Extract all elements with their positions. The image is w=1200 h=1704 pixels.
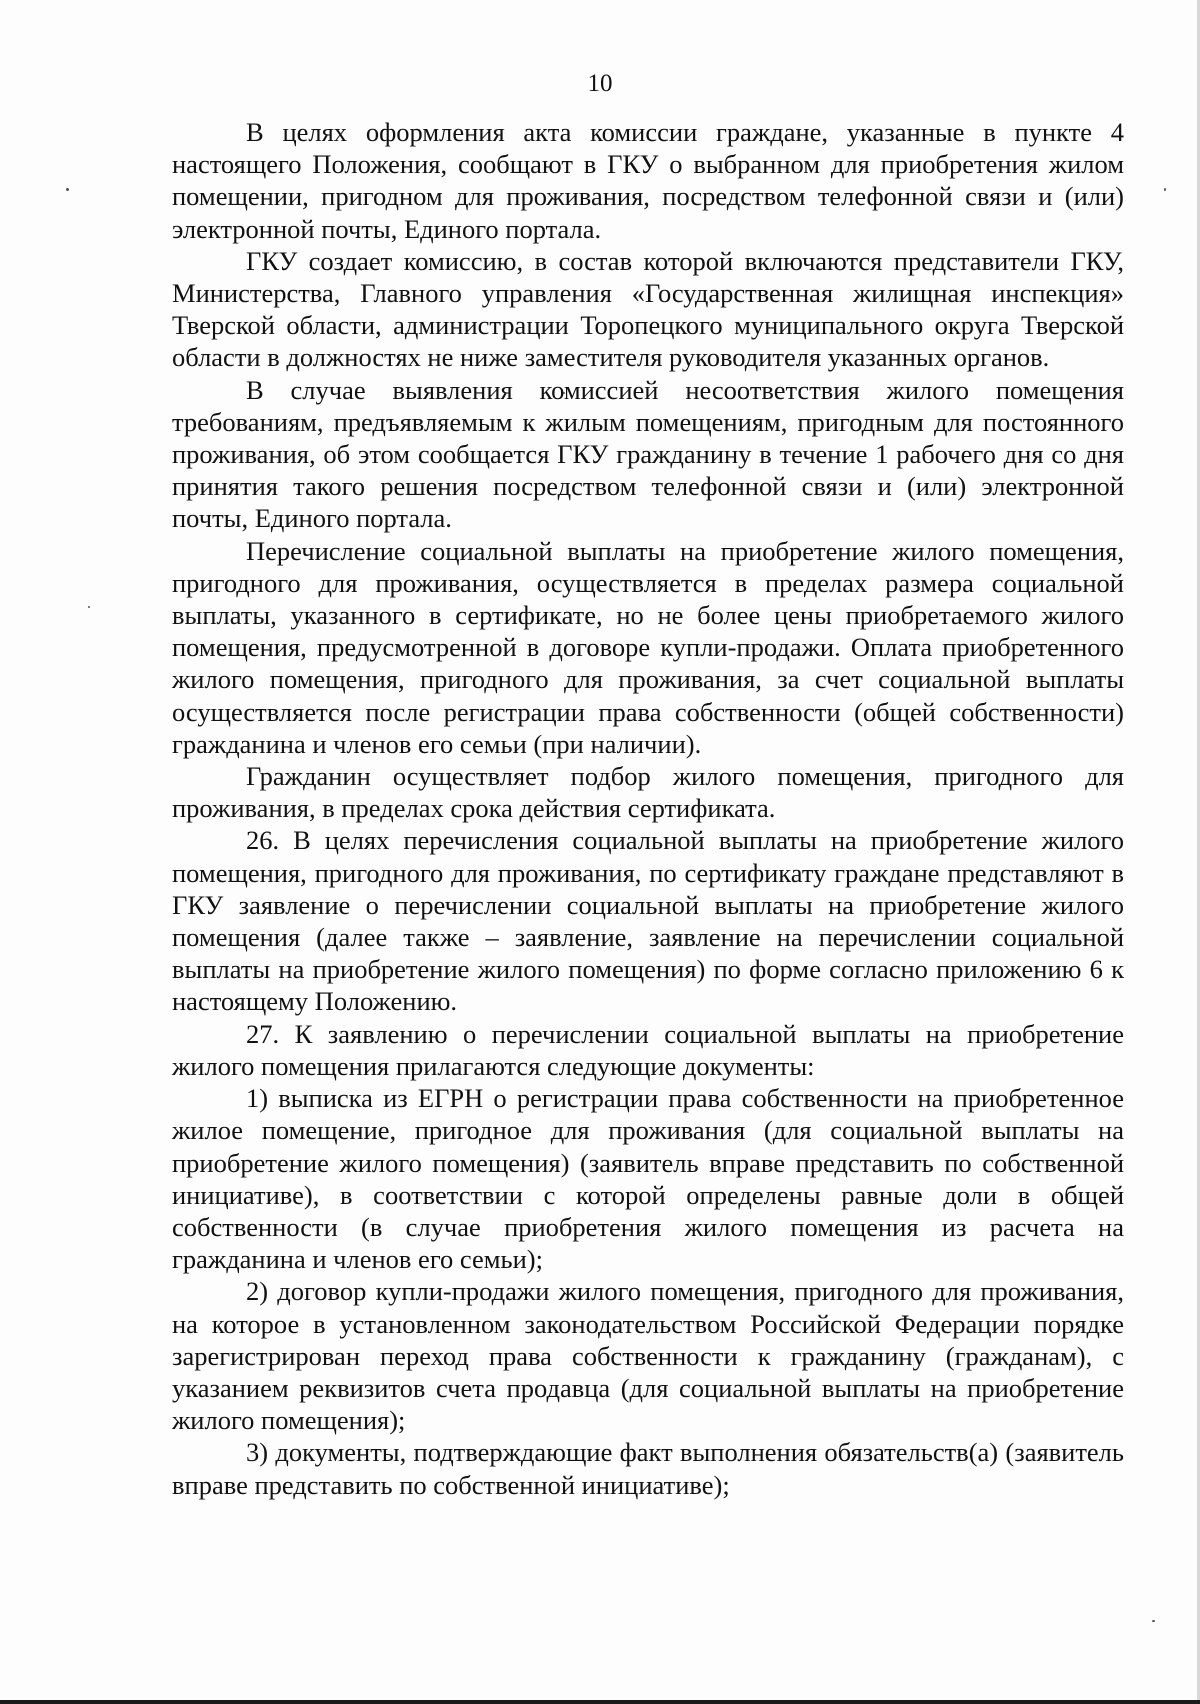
paragraph: В целях оформления акта комиссии граждане, указанные в пункте 4 настоящего Положения, сообщают в ГКУ о выбранном для приобретения жилом помещении, пригодном для проживания, посредством телефонной связи и (или) электронной почты, Единого портала. <box>172 117 1124 244</box>
document-body <box>172 116 1124 1501</box>
scan-speck <box>88 606 90 608</box>
list-item: 1) выписка из ЕГРН о регистрации права собственности на приобретенное жилое помещение, пригодное для проживания (для социальной выплаты на приобретение жилого помещения) (заявитель вправе представить по собственной инициативе), в соответствии с которой определены равные доли в общей собственности (в случае приобретения жилого помещения из расчета на гражданина и членов его семьи); <box>172 1083 1124 1275</box>
scan-edge-bottom <box>0 1700 1200 1704</box>
scan-speck <box>1164 188 1166 191</box>
paragraph: В случае выявления комиссией несоответствия жилого помещения требованиям, предъявляемым к жилым помещениям, пригодным для постоянного проживания, об этом сообщается ГКУ гражданину в течение 1 рабочего дня со дня принятия такого решения посредством телефонной связи и (или) электронной почты, Единого портала. <box>172 374 1124 534</box>
paragraph: 27. К заявлению о перечислении социальной выплаты на приобретение жилого помещения прилагаются следующие документы: <box>172 1018 1124 1081</box>
paragraph: ГКУ создает комиссию, в состав которой включаются представители ГКУ, Министерства, Главного управления «Государственная жилищная инспекция» Тверской области, администрации Торопецкого муниципального округа Тверской области в должностях не ниже заместителя руководителя указанных органов. <box>172 245 1124 373</box>
list-item: 3) документы, подтверждающие факт выполнения обязательств(а) (заявитель вправе представить по собственной инициативе); <box>172 1437 1124 1500</box>
paragraph: 26. В целях перечисления социальной выплаты на приобретение жилого помещения, пригодного для проживания, по сертификату граждане представляют в ГКУ заявление о перечислении социальной выплаты на приобретение жилого помещения (далее также – заявление, заявление на перечислении социальной выплаты на приобретение жилого помещения) по форме согласно приложению 6 к настоящему Положению. <box>172 825 1124 1017</box>
paragraph: Гражданин осуществляет подбор жилого помещения, пригодного для проживания, в пределах срока действия сертификата. <box>172 761 1124 824</box>
list-item: 2) договор купли-продажи жилого помещения, пригодного для проживания, на которое в установленном законодательством Российской Федерации порядке зарегистрирован переход права собственности к гражданину (гражданам), с указанием реквизитов счета продавца (для социальной выплаты на приобретение жилого помещения); <box>172 1276 1124 1436</box>
paragraph: Перечисление социальной выплаты на приобретение жилого помещения, пригодного для проживания, осуществляется в пределах размера социальной выплаты, указанного в сертификате, но не более цены приобретаемого жилого помещения, предусмотренной в договоре купли-продажи. Оплата приобретенного жилого помещения, пригодного для проживания, за счет социальной выплаты осуществляется после регистрации права собственности (общей собственности) гражданина и членов его семьи (при наличии). <box>172 535 1124 759</box>
scan-speck <box>66 188 69 191</box>
page-number: 10 <box>587 70 613 97</box>
scan-speck <box>1152 1620 1155 1622</box>
